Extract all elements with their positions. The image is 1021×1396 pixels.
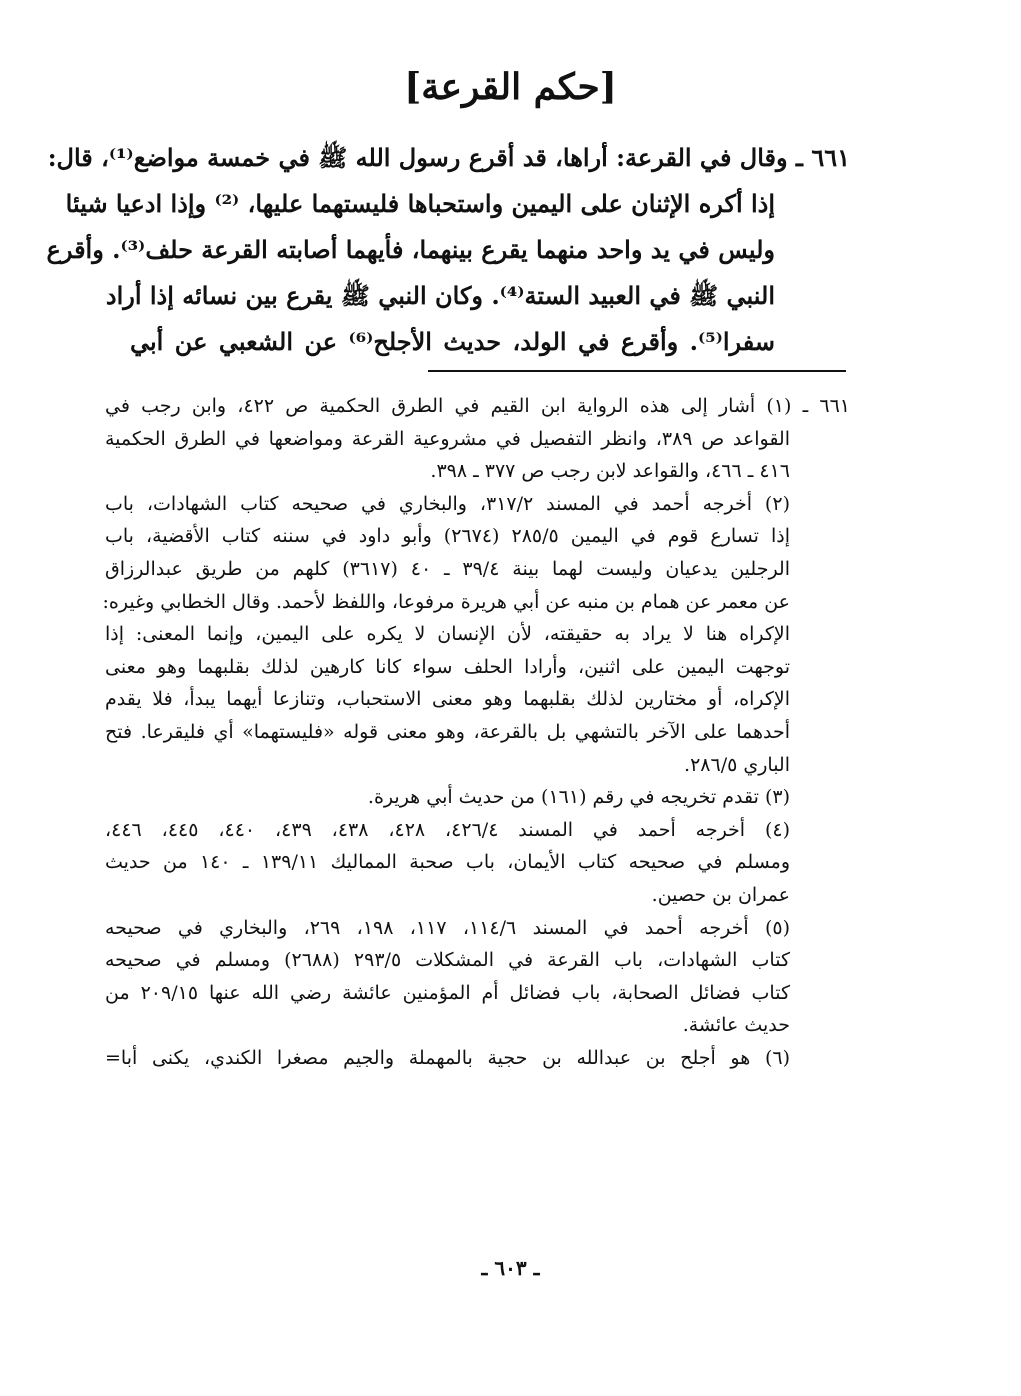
footnote-line: عن معمر عن همام بن منبه عن أبي هريرة مرفوعا، واللفظ لأحمد. وقال الخطابي وغيره: (102, 590, 790, 613)
body-line: إذا أكره الإثنان على اليمين واستحباها فليستهما عليها، ⁽²⁾ وإذا ادعيا شيئا (65, 189, 775, 218)
main-text (46, 135, 850, 365)
footnote-line: ٤١٦ ـ ٤٦٦، والقواعد لابن رجب ص ٣٧٧ ـ ٣٩٨. (430, 460, 790, 483)
footnote-line: الرجلين يدعيان وليست لهما بينة ٣٩/٤ ـ ٤٠ (٣٦١٧) كلهم من طريق عبدالرزاق (105, 557, 791, 580)
footnote-line: أحدهما على الآخر بالتشهي بل بالقرعة، وهو معنى قوله «فليستهما» أي فليقرعا. فتح (105, 720, 790, 743)
section-title: [حكم القرعة] (404, 66, 617, 108)
footnote-line: الإكراه هنا لا يراد به حقيقته، لأن الإنسان لا يكره على اليمين، وإنما المعنى: إذا (105, 623, 790, 646)
body-line: النبي ﷺ في العبيد الستة⁽⁴⁾. وكان النبي ﷺ يقرع بين نسائه إذا أراد (105, 281, 775, 310)
footnote-line: حديث عائشة. (682, 1014, 790, 1037)
footnote-line: (٥) أخرجه أحمد في المسند ١١٤/٦، ١١٧، ١٩٨، ٢٦٩، والبخاري في صحيحه (105, 916, 790, 939)
body-line: وليس في يد واحد منهما يقرع بينهما، فأيهما أصابته القرعة حلف⁽³⁾. وأقرع (46, 235, 775, 264)
footnotes (102, 390, 850, 1074)
footnote-line: (٣) تقدم تخريجه في رقم (١٦١) من حديث أبي هريرة. (367, 786, 790, 809)
footnote-line: إذا تسارع قوم في اليمين ٢٨٥/٥ (٢٦٧٤) وأبو داود في سننه كتاب الأقضية، باب (105, 525, 790, 548)
footnote-line: (٦) هو أجلح بن عبدالله بن حجية بالمهملة والجيم مصغرا الكندي، يكنى أبا= (105, 1046, 790, 1069)
footnote-line: توجهت اليمين على اثنين، وأرادا الحلف سواء كانا كارهين لذلك بقلبهما وهو معنى (105, 655, 790, 678)
footnote-line: الإكراه، أو مختارين لذلك بقلبهما وهو معنى الاستحباب، وتنازعا أيهما يبدأ، فلا يقدم (105, 688, 790, 711)
footnote-line: كتاب فضائل الصحابة، باب فضائل أم المؤمنين عائشة رضي الله عنها ٢٠٩/١٥ من (105, 981, 790, 1004)
footnote-line: (٤) أخرجه أحمد في المسند ٤٢٦/٤، ٤٢٨، ٤٣٨، ٤٣٩، ٤٤٠، ٤٤٥، ٤٤٦، (105, 818, 791, 841)
page-number: ـ ٦٠٣ ـ (481, 1256, 540, 1280)
footnote-line: (٢) أخرجه أحمد في المسند ٣١٧/٢، والبخاري في صحيحه كتاب الشهادات، باب (105, 492, 790, 515)
footnote-line: ٦٦١ ـ (١) أشار إلى هذه الرواية ابن القيم في الطرق الحكمية ص ٤٢٢، وابن رجب في (105, 395, 850, 417)
footnote-line: كتاب الشهادات، باب القرعة في المشكلات ٢٩٣/٥ (٢٦٨٨) ومسلم في صحيحه (105, 949, 790, 972)
footnote-line: القواعد ص ٣٨٩، وانظر التفصيل في مشروعية القرعة ومواضعها في الطرق الحكمية (105, 427, 791, 450)
body-line: ٦٦١ ـ وقال في القرعة: أراها، قد أقرع رسول الله ﷺ في خمسة مواضع⁽¹⁾، قال: (47, 143, 850, 172)
footnote-line: الباري ٢٨٦/٥. (684, 753, 790, 776)
footnote-line: عمران بن حصين. (651, 883, 790, 906)
footnote-divider (428, 370, 846, 372)
footnote-line: ومسلم في صحيحه كتاب الأيمان، باب صحبة المماليك ١٣٩/١١ ـ ١٤٠ من حديث (105, 851, 790, 874)
body-line: سفرا⁽⁵⁾. وأقرع في الولد، حديث الأجلح⁽⁶⁾ عن الشعبي عن أبي (130, 327, 775, 356)
